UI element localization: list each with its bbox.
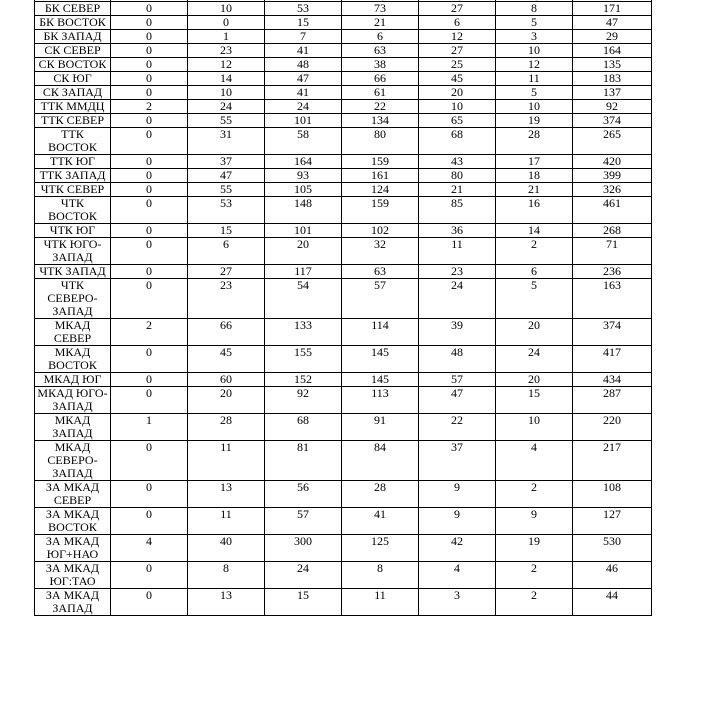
value-cell: 0 (111, 44, 188, 58)
value-cell: 2 (496, 481, 573, 508)
value-cell: 9 (419, 481, 496, 508)
value-cell: 66 (188, 319, 265, 346)
zone-cell: МКАД ВОСТОК (35, 346, 111, 373)
value-cell: 10 (496, 414, 573, 441)
value-cell: 48 (419, 346, 496, 373)
total-cell: 217 (573, 441, 652, 481)
value-cell: 148 (265, 197, 342, 224)
value-cell: 41 (265, 44, 342, 58)
table-row (35, 535, 652, 562)
value-cell: 65 (419, 114, 496, 128)
zone-cell: ЗА МКАД ВОСТОК (35, 508, 111, 535)
value-cell: 0 (111, 72, 188, 86)
total-cell: 220 (573, 414, 652, 441)
value-cell: 25 (419, 58, 496, 72)
zone-cell: ЧТК ЮГ (35, 224, 111, 238)
value-cell: 68 (265, 414, 342, 441)
value-cell: 14 (188, 72, 265, 86)
value-cell: 145 (342, 373, 419, 387)
table-row (35, 441, 652, 481)
value-cell: 13 (188, 589, 265, 616)
value-cell: 4 (419, 562, 496, 589)
value-cell: 0 (111, 128, 188, 155)
value-cell: 47 (419, 387, 496, 414)
value-cell: 23 (419, 265, 496, 279)
table-row (35, 481, 652, 508)
total-cell: 399 (573, 169, 652, 183)
value-cell: 0 (111, 589, 188, 616)
value-cell: 27 (419, 2, 496, 16)
value-cell: 113 (342, 387, 419, 414)
value-cell: 0 (111, 169, 188, 183)
value-cell: 6 (342, 30, 419, 44)
table-row (35, 197, 652, 224)
total-cell: 326 (573, 183, 652, 197)
value-cell: 38 (342, 58, 419, 72)
value-cell: 61 (342, 86, 419, 100)
value-cell: 0 (111, 265, 188, 279)
value-cell: 1 (188, 30, 265, 44)
zone-statistics-table (34, 0, 652, 616)
value-cell: 5 (496, 279, 573, 319)
table-row (35, 238, 652, 265)
total-cell: 44 (573, 589, 652, 616)
value-cell: 15 (265, 589, 342, 616)
value-cell: 155 (265, 346, 342, 373)
value-cell: 0 (111, 16, 188, 30)
total-cell: 434 (573, 373, 652, 387)
value-cell: 3 (496, 30, 573, 44)
value-cell: 3 (419, 589, 496, 616)
value-cell: 159 (342, 197, 419, 224)
value-cell: 55 (188, 114, 265, 128)
value-cell: 43 (419, 155, 496, 169)
zone-cell: ЧТК ЗАПАД (35, 265, 111, 279)
total-cell: 417 (573, 346, 652, 373)
value-cell: 11 (419, 238, 496, 265)
table-row (35, 44, 652, 58)
value-cell: 20 (265, 238, 342, 265)
value-cell: 92 (265, 387, 342, 414)
value-cell: 0 (188, 16, 265, 30)
value-cell: 37 (188, 155, 265, 169)
value-cell: 21 (342, 16, 419, 30)
value-cell: 42 (419, 535, 496, 562)
value-cell: 24 (265, 562, 342, 589)
total-cell: 71 (573, 238, 652, 265)
value-cell: 12 (419, 30, 496, 44)
zone-cell: МКАД ЮГ (35, 373, 111, 387)
value-cell: 40 (188, 535, 265, 562)
value-cell: 0 (111, 441, 188, 481)
total-cell: 530 (573, 535, 652, 562)
value-cell: 12 (496, 58, 573, 72)
value-cell: 37 (419, 441, 496, 481)
value-cell: 5 (496, 86, 573, 100)
total-cell: 420 (573, 155, 652, 169)
zone-cell: БК ЗАПАД (35, 30, 111, 44)
total-cell: 171 (573, 2, 652, 16)
value-cell: 105 (265, 183, 342, 197)
value-cell: 0 (111, 30, 188, 44)
value-cell: 0 (111, 387, 188, 414)
value-cell: 0 (111, 508, 188, 535)
value-cell: 15 (188, 224, 265, 238)
table-row (35, 155, 652, 169)
table-row (35, 414, 652, 441)
total-cell: 137 (573, 86, 652, 100)
value-cell: 55 (188, 183, 265, 197)
value-cell: 4 (496, 441, 573, 481)
table-row (35, 169, 652, 183)
value-cell: 47 (265, 72, 342, 86)
value-cell: 117 (265, 265, 342, 279)
value-cell: 0 (111, 346, 188, 373)
total-cell: 46 (573, 562, 652, 589)
value-cell: 0 (111, 481, 188, 508)
value-cell: 0 (111, 224, 188, 238)
value-cell: 125 (342, 535, 419, 562)
value-cell: 73 (342, 2, 419, 16)
value-cell: 20 (496, 319, 573, 346)
value-cell: 28 (342, 481, 419, 508)
value-cell: 68 (419, 128, 496, 155)
value-cell: 91 (342, 414, 419, 441)
table-row (35, 86, 652, 100)
value-cell: 11 (496, 72, 573, 86)
value-cell: 21 (496, 183, 573, 197)
value-cell: 60 (188, 373, 265, 387)
value-cell: 101 (265, 114, 342, 128)
value-cell: 11 (188, 441, 265, 481)
value-cell: 10 (419, 100, 496, 114)
value-cell: 152 (265, 373, 342, 387)
zone-cell: ЗА МКАД СЕВЕР (35, 481, 111, 508)
table-row (35, 224, 652, 238)
total-cell: 268 (573, 224, 652, 238)
value-cell: 41 (342, 508, 419, 535)
value-cell: 24 (496, 346, 573, 373)
value-cell: 2 (496, 562, 573, 589)
total-cell: 135 (573, 58, 652, 72)
value-cell: 28 (496, 128, 573, 155)
value-cell: 0 (111, 373, 188, 387)
value-cell: 48 (265, 58, 342, 72)
value-cell: 8 (342, 562, 419, 589)
value-cell: 10 (496, 100, 573, 114)
value-cell: 84 (342, 441, 419, 481)
zone-cell: МКАД СЕВЕРО-ЗАПАД (35, 441, 111, 481)
value-cell: 20 (496, 373, 573, 387)
value-cell: 8 (496, 2, 573, 16)
value-cell: 27 (188, 265, 265, 279)
value-cell: 10 (188, 86, 265, 100)
table-row (35, 508, 652, 535)
value-cell: 2 (111, 100, 188, 114)
value-cell: 164 (265, 155, 342, 169)
zone-cell: МКАД ЮГО-ЗАПАД (35, 387, 111, 414)
value-cell: 36 (419, 224, 496, 238)
zone-cell: ТТК ВОСТОК (35, 128, 111, 155)
value-cell: 63 (342, 44, 419, 58)
value-cell: 93 (265, 169, 342, 183)
total-cell: 92 (573, 100, 652, 114)
value-cell: 54 (265, 279, 342, 319)
zone-cell: ТТК ММДЦ (35, 100, 111, 114)
value-cell: 15 (496, 387, 573, 414)
zone-cell: ЧТК ЮГО-ЗАПАД (35, 238, 111, 265)
value-cell: 23 (188, 44, 265, 58)
value-cell: 0 (111, 238, 188, 265)
zone-cell: ЧТК ВОСТОК (35, 197, 111, 224)
table-row (35, 279, 652, 319)
value-cell: 57 (419, 373, 496, 387)
value-cell: 11 (188, 508, 265, 535)
value-cell: 0 (111, 279, 188, 319)
value-cell: 16 (496, 197, 573, 224)
zone-cell: ЗА МКАД ЮГ+НАО (35, 535, 111, 562)
table-body (35, 0, 652, 616)
value-cell: 80 (419, 169, 496, 183)
value-cell: 21 (419, 183, 496, 197)
total-cell: 183 (573, 72, 652, 86)
table-row (35, 319, 652, 346)
value-cell: 0 (111, 86, 188, 100)
value-cell: 0 (111, 155, 188, 169)
table-row (35, 183, 652, 197)
value-cell: 2 (111, 319, 188, 346)
total-cell: 287 (573, 387, 652, 414)
total-cell: 236 (573, 265, 652, 279)
value-cell: 22 (419, 414, 496, 441)
zone-cell: СК ЗАПАД (35, 86, 111, 100)
value-cell: 58 (265, 128, 342, 155)
value-cell: 27 (419, 44, 496, 58)
value-cell: 85 (419, 197, 496, 224)
value-cell: 24 (265, 100, 342, 114)
table-row (35, 562, 652, 589)
value-cell: 6 (188, 238, 265, 265)
zone-cell: МКАД ЗАПАД (35, 414, 111, 441)
value-cell: 20 (188, 387, 265, 414)
value-cell: 7 (265, 30, 342, 44)
value-cell: 0 (111, 58, 188, 72)
value-cell: 53 (188, 197, 265, 224)
zone-cell: ЧТК СЕВЕР (35, 183, 111, 197)
value-cell: 57 (342, 279, 419, 319)
value-cell: 161 (342, 169, 419, 183)
value-cell: 10 (496, 44, 573, 58)
value-cell: 5 (496, 16, 573, 30)
value-cell: 31 (188, 128, 265, 155)
value-cell: 2 (496, 589, 573, 616)
value-cell: 102 (342, 224, 419, 238)
value-cell: 19 (496, 535, 573, 562)
table-row (35, 2, 652, 16)
zone-cell: МКАД СЕВЕР (35, 319, 111, 346)
total-cell: 47 (573, 16, 652, 30)
total-cell: 127 (573, 508, 652, 535)
value-cell: 2 (496, 238, 573, 265)
value-cell: 0 (111, 2, 188, 16)
zone-cell: СК СЕВЕР (35, 44, 111, 58)
value-cell: 6 (496, 265, 573, 279)
value-cell: 14 (496, 224, 573, 238)
zone-cell: ТТК ЗАПАД (35, 169, 111, 183)
table-row (35, 387, 652, 414)
value-cell: 39 (419, 319, 496, 346)
value-cell: 12 (188, 58, 265, 72)
zone-cell: ЧТК СЕВЕРО-ЗАПАД (35, 279, 111, 319)
zone-cell: ТТК СЕВЕР (35, 114, 111, 128)
value-cell: 0 (111, 562, 188, 589)
value-cell: 18 (496, 169, 573, 183)
zone-cell: ТТК ЮГ (35, 155, 111, 169)
value-cell: 56 (265, 481, 342, 508)
value-cell: 41 (265, 86, 342, 100)
zone-cell: БК ВОСТОК (35, 16, 111, 30)
zone-cell: БК СЕВЕР (35, 2, 111, 16)
value-cell: 9 (419, 508, 496, 535)
value-cell: 159 (342, 155, 419, 169)
value-cell: 45 (419, 72, 496, 86)
value-cell: 300 (265, 535, 342, 562)
value-cell: 9 (496, 508, 573, 535)
value-cell: 53 (265, 2, 342, 16)
value-cell: 145 (342, 346, 419, 373)
value-cell: 66 (342, 72, 419, 86)
value-cell: 10 (188, 2, 265, 16)
total-cell: 29 (573, 30, 652, 44)
zone-cell: СК ВОСТОК (35, 58, 111, 72)
total-cell: 108 (573, 481, 652, 508)
value-cell: 101 (265, 224, 342, 238)
value-cell: 24 (188, 100, 265, 114)
value-cell: 45 (188, 346, 265, 373)
total-cell: 164 (573, 44, 652, 58)
value-cell: 17 (496, 155, 573, 169)
table-row (35, 114, 652, 128)
table-row (35, 100, 652, 114)
value-cell: 124 (342, 183, 419, 197)
table-row (35, 16, 652, 30)
value-cell: 11 (342, 589, 419, 616)
value-cell: 24 (419, 279, 496, 319)
total-cell: 374 (573, 319, 652, 346)
value-cell: 20 (419, 86, 496, 100)
value-cell: 8 (188, 562, 265, 589)
table-row (35, 128, 652, 155)
value-cell: 63 (342, 265, 419, 279)
value-cell: 114 (342, 319, 419, 346)
value-cell: 134 (342, 114, 419, 128)
value-cell: 0 (111, 197, 188, 224)
total-cell: 163 (573, 279, 652, 319)
value-cell: 19 (496, 114, 573, 128)
value-cell: 1 (111, 414, 188, 441)
zone-cell: ЗА МКАД ЮГ:ТАО (35, 562, 111, 589)
table-row (35, 58, 652, 72)
table-row (35, 346, 652, 373)
table-row (35, 72, 652, 86)
table-row (35, 30, 652, 44)
total-cell: 461 (573, 197, 652, 224)
value-cell: 0 (111, 114, 188, 128)
value-cell: 13 (188, 481, 265, 508)
value-cell: 57 (265, 508, 342, 535)
value-cell: 22 (342, 100, 419, 114)
value-cell: 81 (265, 441, 342, 481)
value-cell: 133 (265, 319, 342, 346)
table-row (35, 265, 652, 279)
value-cell: 0 (111, 183, 188, 197)
value-cell: 6 (419, 16, 496, 30)
value-cell: 23 (188, 279, 265, 319)
total-cell: 265 (573, 128, 652, 155)
table-row (35, 373, 652, 387)
value-cell: 32 (342, 238, 419, 265)
value-cell: 4 (111, 535, 188, 562)
value-cell: 15 (265, 16, 342, 30)
table-row (35, 589, 652, 616)
value-cell: 47 (188, 169, 265, 183)
total-cell: 374 (573, 114, 652, 128)
value-cell: 28 (188, 414, 265, 441)
value-cell: 80 (342, 128, 419, 155)
zone-cell: СК ЮГ (35, 72, 111, 86)
zone-cell: ЗА МКАД ЗАПАД (35, 589, 111, 616)
